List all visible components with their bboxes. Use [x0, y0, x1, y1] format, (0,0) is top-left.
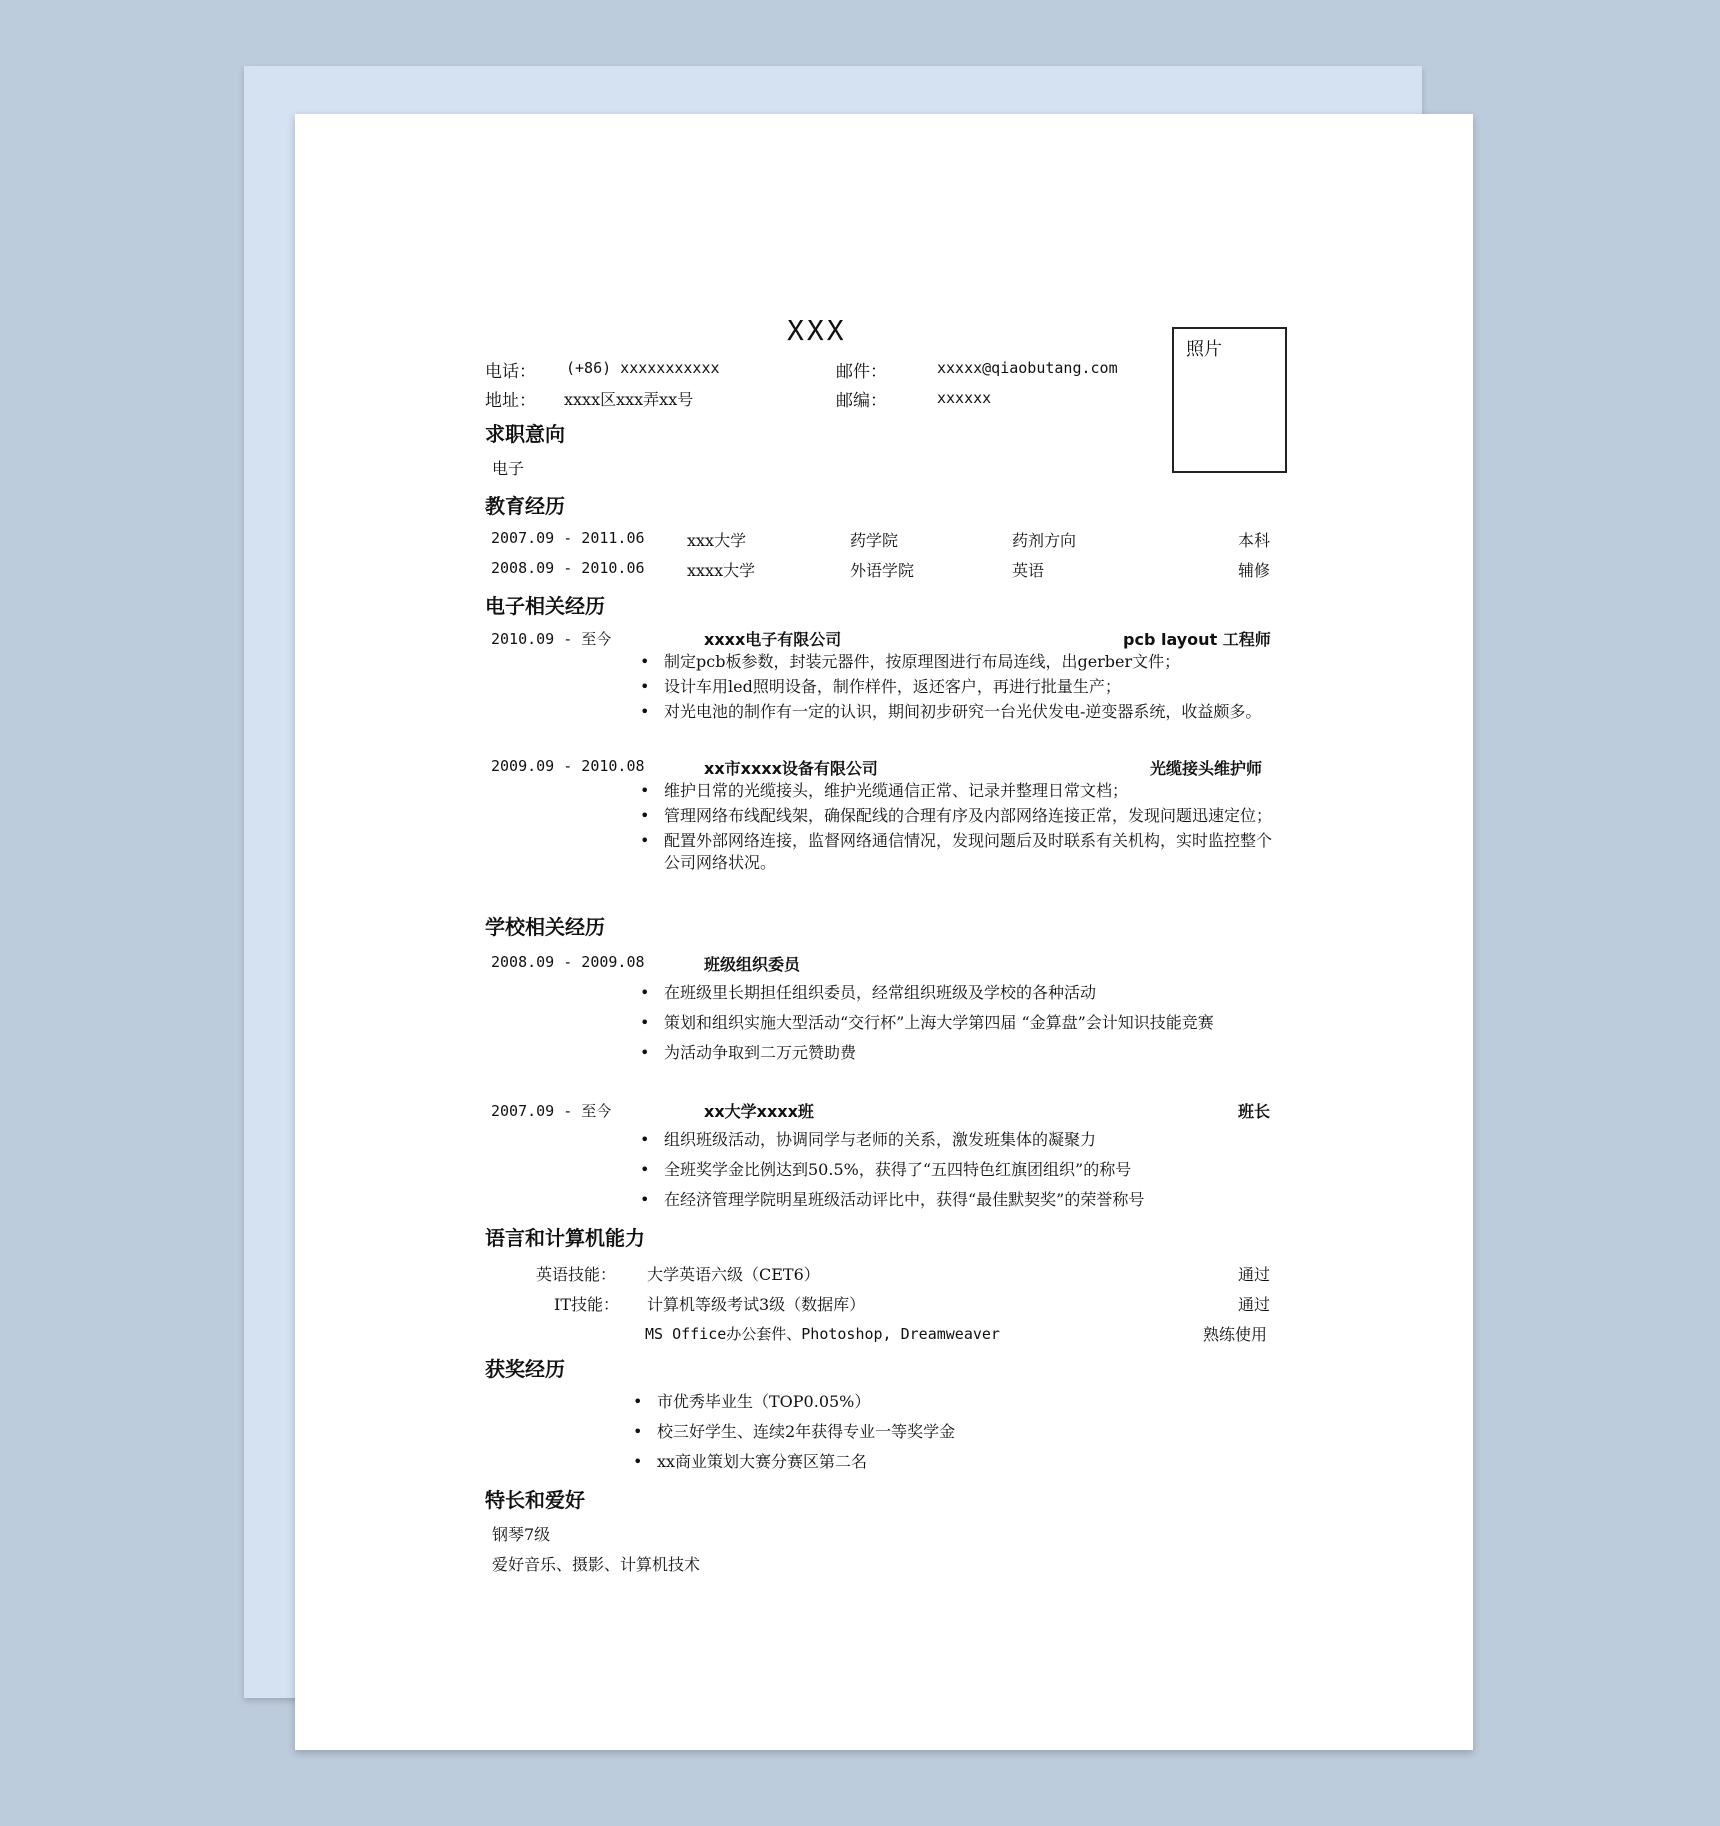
section-title-skills: 语言和计算机能力 — [485, 1226, 645, 1250]
job-company: xx市xxxx设备有限公司 — [704, 759, 878, 778]
education-major: 英语 — [1012, 561, 1045, 580]
school-org: 班级组织委员 — [704, 955, 801, 974]
education-school: xxx大学 — [687, 531, 747, 550]
list-item: • 在经济管理学院明星班级活动评比中，获得“最佳默契奖”的荣誉称号 — [640, 1190, 1145, 1209]
job-role: 光缆接头维护师 — [1150, 759, 1263, 778]
school-bullets — [640, 982, 1280, 1064]
awards-list — [633, 1391, 1273, 1473]
list-item: • 策划和组织实施大型活动“交行杯”上海大学第四届 “金算盘”会计知识技能竞赛 — [640, 1013, 1214, 1032]
job-company: xxxx电子有限公司 — [704, 630, 842, 649]
education-college: 外语学院 — [850, 561, 915, 580]
skill-level: 通过 — [1238, 1265, 1271, 1284]
school-bullets — [640, 1129, 1280, 1211]
education-degree: 本科 — [1238, 531, 1271, 550]
list-item: • 组织班级活动，协调同学与老师的关系，激发班集体的凝聚力 — [640, 1130, 1097, 1149]
list-item: • 维护日常的光缆接头，维护光缆通信正常、记录并整理日常文档； — [640, 781, 1129, 800]
education-major: 药剂方向 — [1012, 531, 1077, 550]
phone-label: 电话： — [485, 362, 536, 382]
job-period: 2009.09 - 2010.08 — [491, 757, 645, 775]
list-item: • 设计车用led照明设备，制作样件，返还客户，再进行批量生产； — [640, 677, 1121, 696]
list-item: • 校三好学生、连续2年获得专业一等奖学金 — [633, 1422, 956, 1441]
school-period: 2008.09 - 2009.08 — [491, 953, 645, 971]
section-title-education: 教育经历 — [485, 494, 565, 518]
hobby-line: 钢琴7级 — [492, 1525, 551, 1544]
skill-level: 通过 — [1238, 1295, 1271, 1314]
list-item: • xx商业策划大赛分赛区第二名 — [633, 1452, 868, 1471]
skill-level: 熟练使用 — [1203, 1325, 1268, 1344]
email-value: xxxxx@qiaobutang.com — [937, 359, 1118, 377]
skill-label: 英语技能： — [536, 1265, 617, 1284]
list-item: • 配置外部网络连接，监督网络通信情况，发现问题后及时联系有关机构，实时监控整个公司网络状况。 — [640, 831, 1273, 872]
section-title-hobbies: 特长和爱好 — [485, 1488, 585, 1512]
section-title-awards: 获奖经历 — [485, 1357, 565, 1381]
list-item: • 市优秀毕业生（TOP0.05%） — [633, 1392, 871, 1411]
job-period: 2010.09 - 至今 — [491, 630, 612, 648]
list-item: • 制定pcb板参数，封装元器件，按原理图进行布局连线，出gerber文件； — [640, 652, 1181, 671]
job-bullets — [640, 780, 1280, 874]
objective-value: 电子 — [492, 459, 525, 478]
phone-value: (+86) xxxxxxxxxxx — [566, 359, 720, 377]
section-title-school: 学校相关经历 — [485, 915, 605, 939]
zip-value: xxxxxx — [937, 389, 992, 407]
skill-desc: 大学英语六级（CET6） — [647, 1265, 820, 1284]
list-item: • 为活动争取到二万元赞助费 — [640, 1043, 857, 1062]
list-item: • 管理网络布线配线架，确保配线的合理有序及内部网络连接正常，发现问题迅速定位； — [640, 806, 1273, 825]
list-item: • 全班奖学金比例达到50.5%，获得了“五四特色红旗团组织”的称号 — [640, 1160, 1132, 1179]
list-item: • 在班级里长期担任组织委员，经常组织班级及学校的各种活动 — [640, 983, 1097, 1002]
skill-desc: 计算机等级考试3级（数据库） — [647, 1295, 866, 1314]
photo-box — [1172, 327, 1287, 473]
resume-page — [295, 114, 1473, 1750]
section-title-objective: 求职意向 — [485, 422, 565, 446]
education-period: 2008.09 - 2010.06 — [491, 559, 645, 577]
education-college: 药学院 — [850, 531, 899, 550]
resume-name: XXX — [787, 314, 847, 347]
hobby-line: 爱好音乐、摄影、计算机技术 — [492, 1555, 701, 1574]
job-bullets — [640, 651, 1280, 723]
address-value: xxxx区xxx弄xx号 — [564, 390, 694, 409]
school-org: xx大学xxxx班 — [704, 1102, 814, 1121]
skill-label: IT技能： — [554, 1295, 619, 1314]
job-role: pcb layout 工程师 — [1123, 630, 1271, 649]
education-degree: 辅修 — [1238, 561, 1271, 580]
zip-label: 邮编： — [836, 391, 887, 411]
education-period: 2007.09 - 2011.06 — [491, 529, 645, 547]
photo-label: 照片 — [1186, 339, 1222, 360]
education-school: xxxx大学 — [687, 561, 756, 580]
school-period: 2007.09 - 至今 — [491, 1102, 612, 1120]
skill-desc: MS Office办公套件、Photoshop, Dreamweaver — [645, 1325, 1000, 1343]
email-label: 邮件： — [836, 362, 887, 382]
school-role: 班长 — [1238, 1102, 1271, 1121]
address-label: 地址： — [485, 391, 536, 411]
list-item: • 对光电池的制作有一定的认识，期间初步研究一台光伏发电-逆变器系统，收益颇多。 — [640, 702, 1262, 721]
section-title-work: 电子相关经历 — [485, 594, 605, 618]
